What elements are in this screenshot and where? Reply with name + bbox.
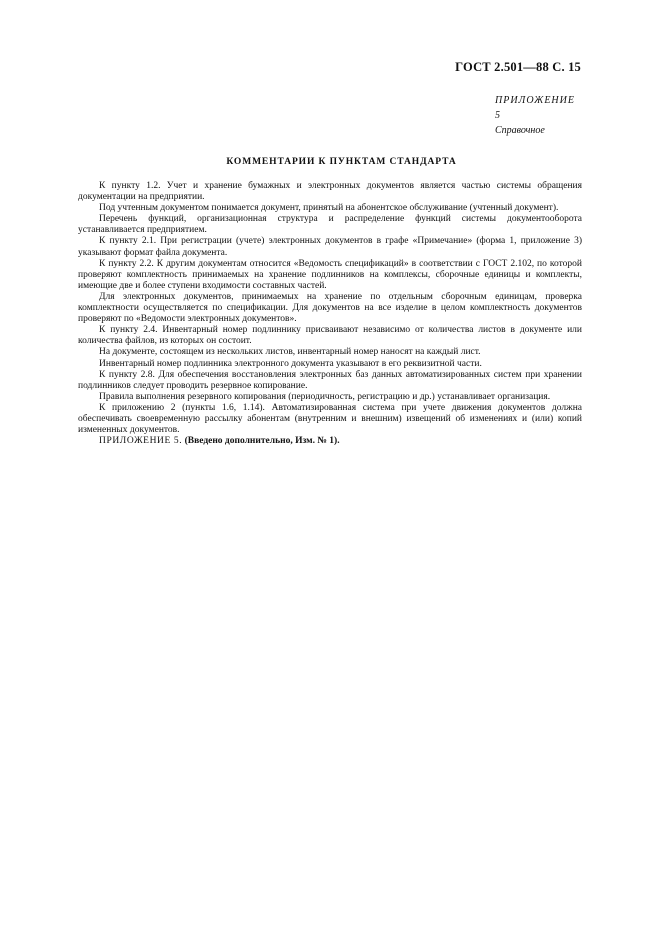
appendix-label: ПРИЛОЖЕНИЕ 5 bbox=[495, 95, 575, 121]
amendment-text: (Введено дополнительно, Изм. № 1). bbox=[184, 436, 340, 447]
document-body bbox=[78, 181, 582, 447]
appendix-block bbox=[495, 93, 581, 138]
paragraph: К пункту 2.4. Инвентарный номер подлиннику присваивают независимо от количества листов в документе или количества файлов, из которых он состоит. bbox=[78, 325, 582, 347]
paragraph: Под учтенным документом понимается документ, принятый на абонентское обслуживание (учтенный документ). bbox=[99, 203, 559, 214]
paragraph: Перечень функций, организационная структура и распределение функций системы документооборота устанавливается предприятием. bbox=[78, 214, 582, 236]
paragraph: К приложению 2 (пункты 1.6, 1.14). Автоматизированная система при учете движения документов должна обеспечивать своевременную рассылку абонентам (внутренним и внешним) извещений об изменениях и (или) копий измененных документов. bbox=[78, 402, 582, 436]
page-header-title: ГОСТ 2.501—88 С. 15 bbox=[455, 60, 581, 74]
amendment-label: ПРИЛОЖЕНИЕ 5. bbox=[99, 436, 183, 447]
section-title: КОММЕНТАРИИ К ПУНКТАМ СТАНДАРТА bbox=[226, 157, 457, 167]
amendment-note bbox=[78, 436, 582, 447]
paragraph: К пункту 2.1. При регистрации (учете) электронных документов в графе «Примечание» (форма 1, приложение 3) указывают формат файла документа. bbox=[78, 236, 582, 258]
paragraph: Для электронных документов, принимаемых на хранение по отдельным сборочным единицам, проверка комплектности осуществляется по спецификации. Для документов на все изделие в целом комплектность документов проверяют по «Ведомости электронных документов». bbox=[78, 291, 582, 325]
paragraph: К пункту 2.8. Для обеспечения восстановления электронных баз данных автоматизированных систем при хранении подлинников следует проводить резервное копирование. bbox=[78, 369, 582, 391]
appendix-type: Справочное bbox=[495, 125, 545, 136]
paragraph: Правила выполнения резервного копирования (периодичность, регистрацию и др.) устанавливает организация. bbox=[99, 391, 551, 402]
paragraph: К пункту 2.2. К другим документам относится «Ведомость спецификаций» в соответствии с ГОСТ 2.102, по которой проверяют комплектность принимаемых на хранение подлинников на комплексы, сборочные единицы и комплекты, имеющие две и более ступени входимости составных частей. bbox=[78, 258, 582, 291]
paragraph: На документе, состоящем из нескольких листов, инвентарный номер наносят на каждый лист. bbox=[99, 347, 481, 358]
paragraph: К пункту 1.2. Учет и хранение бумажных и электронных документов является частью системы обращения документации на предприятии. bbox=[78, 181, 582, 203]
paragraph: Инвентарный номер подлинника электронного документа указывают в его реквизитной части. bbox=[99, 358, 482, 369]
